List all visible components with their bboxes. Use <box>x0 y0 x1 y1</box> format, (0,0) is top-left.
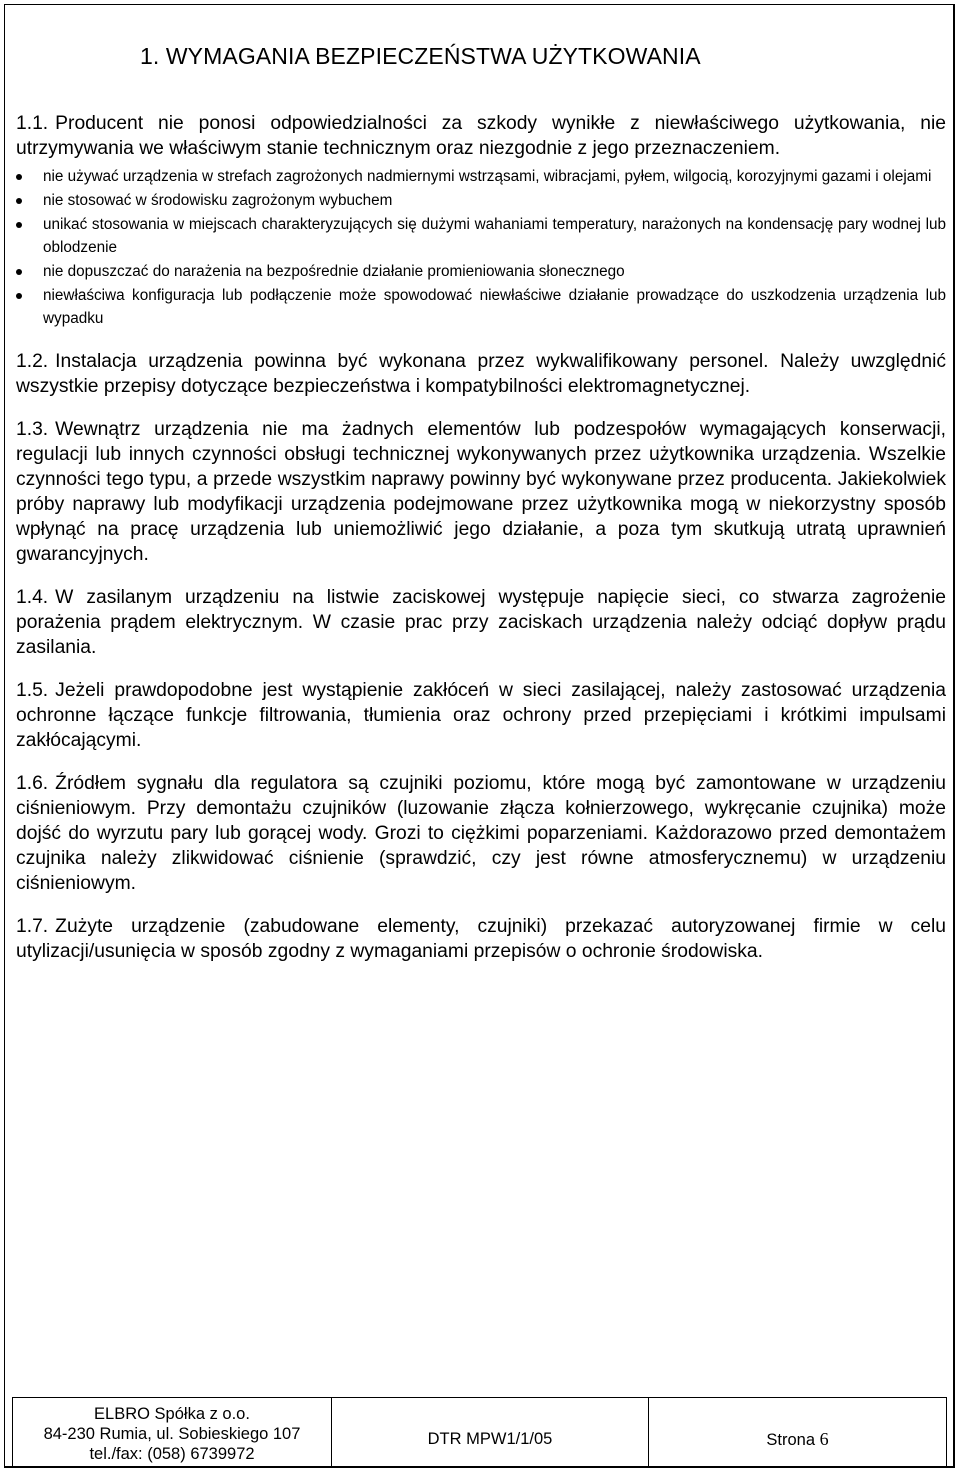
section-number: 1.2. <box>16 351 49 372</box>
section-1-7 <box>16 914 946 964</box>
section-1-6 <box>16 771 946 896</box>
company-phone: tel./fax: (058) 6739972 <box>89 1445 255 1463</box>
bullet-icon <box>16 269 22 275</box>
list-item <box>16 165 946 188</box>
list-item <box>16 213 946 259</box>
list-item-text: nie stosować w środowisku zagrożonym wybuchem <box>43 192 393 209</box>
section-1-3 <box>16 417 946 567</box>
list-item-text: niewłaściwa konfiguracja lub podłączenie może spowodować niewłaściwe działanie prowadzące do uszkodzenia urządzenia lub wypadku <box>43 287 946 327</box>
list-item-text: nie dopuszczać do narażenia na bezpośrednie działanie promieniowania słonecznego <box>43 263 625 280</box>
section-text: Instalacja urządzenia powinna być wykonana przez wykwalifikowany personel. Należy uwzględnić wszystkie przepisy dotyczące bezpieczeństwa i kompatybilności elektromagnetycznej. <box>16 351 946 397</box>
section-1-4 <box>16 585 946 660</box>
footer-page-cell <box>649 1398 947 1468</box>
page-label: Strona <box>766 1431 816 1449</box>
section-number: 1.5. <box>16 680 49 701</box>
section-1-2 <box>16 349 946 399</box>
list-item <box>16 189 946 212</box>
section-number: 1.3. <box>16 419 49 440</box>
section-number: 1.4. <box>16 587 49 608</box>
list-item <box>16 260 946 283</box>
list-item-text: nie używać urządzenia w strefach zagrożonych nadmiernymi wstrząsami, wibracjami, pyłem, wilgocią, korozyjnymi gazami i olejami <box>43 168 932 185</box>
bullet-icon <box>16 222 22 228</box>
list-item-text: unikać stosowania w miejscach charakteryzujących się dużymi wahaniami temperatury, narażonych na kondensację pary wodnej lub oblodzenie <box>43 216 946 256</box>
page-number: 6 <box>819 1429 829 1449</box>
section-number: 1.7. <box>16 916 49 937</box>
section-1-5 <box>16 678 946 753</box>
bullet-icon <box>16 198 22 204</box>
company-name: ELBRO Spółka z o.o. <box>94 1405 250 1423</box>
section-number: 1.1. <box>16 113 49 134</box>
safety-bullet-list <box>16 165 946 330</box>
document-body <box>16 40 946 964</box>
section-number: 1.6. <box>16 773 49 794</box>
section-text: Jeżeli prawdopodobne jest wystąpienie zakłóceń w sieci zasilającej, należy zastosować urządzenia ochronne łączące funkcje filtrowania, tłumienia oraz ochrony przed przepięciami i krótkimi impulsami zakłócającymi. <box>16 680 946 751</box>
section-text: Źródłem sygnału dla regulatora są czujniki poziomu, które mogą być zamontowane w urządzeniu ciśnieniowym. Przy demontażu czujników (luzowanie złącza kołnierzowego, wykręcanie czujnika) może dojść do wyrzutu pary lub gorącej wody. Grozi to ciężkimi poparzeniami. Każdorazowo przed demontażem czujnika należy zlikwidować ciśnienie (sprawdzić, czy jest równe atmosferycznemu) w urządzeniu ciśnieniowym. <box>16 773 946 894</box>
section-text: Zużyte urządzenie (zabudowane elementy, czujniki) przekazać autoryzowanej firmie w celu utylizacji/usunięcia w sposób zgodny z wymaganiami przepisów o ochronie środowiska. <box>16 916 946 962</box>
footer-doc-code: DTR MPW1/1/05 <box>332 1398 649 1468</box>
footer-company-cell <box>13 1398 332 1468</box>
section-text: Wewnątrz urządzenia nie ma żadnych elementów lub podzespołów wymagających konserwacji, regulacji lub innych czynności obsługi technicznej wykonywanych przez użytkownika urządzenia. Wszelkie czynności tego typu, a przede wszystkim naprawy powinny być wykonywane przez producenta. Jakiekolwiek próby naprawy lub modyfikacji urządzenia podejmowane przez użytkownika mogą w niekorzystny sposób wpłynąć na pracę urządzenia lub uniemożliwić jego działanie, a poza tym skutkują utratą uprawnień gwarancyjnych. <box>16 419 946 565</box>
page-title: 1. WYMAGANIA BEZPIECZEŃSTWA UŻYTKOWANIA <box>140 43 701 69</box>
page-footer <box>12 1397 947 1468</box>
company-address: 84-230 Rumia, ul. Sobieskiego 107 <box>43 1425 301 1443</box>
section-text: W zasilanym urządzeniu na listwie zaciskowej występuje napięcie sieci, co stwarza zagrożenie porażenia prądem elektrycznym. W czasie prac przy zaciskach urządzenia należy odciąć dopływ prądu zasilania. <box>16 587 946 658</box>
list-item <box>16 284 946 330</box>
bullet-icon <box>16 293 22 299</box>
section-text: Producent nie ponosi odpowiedzialności za szkody wynikłe z niewłaściwego użytkowania, nie utrzymywania we właściwym stanie technicznym oraz niezgodnie z jego przeznaczeniem. <box>16 113 946 159</box>
section-1-1 <box>16 111 946 161</box>
bullet-icon <box>16 174 22 180</box>
